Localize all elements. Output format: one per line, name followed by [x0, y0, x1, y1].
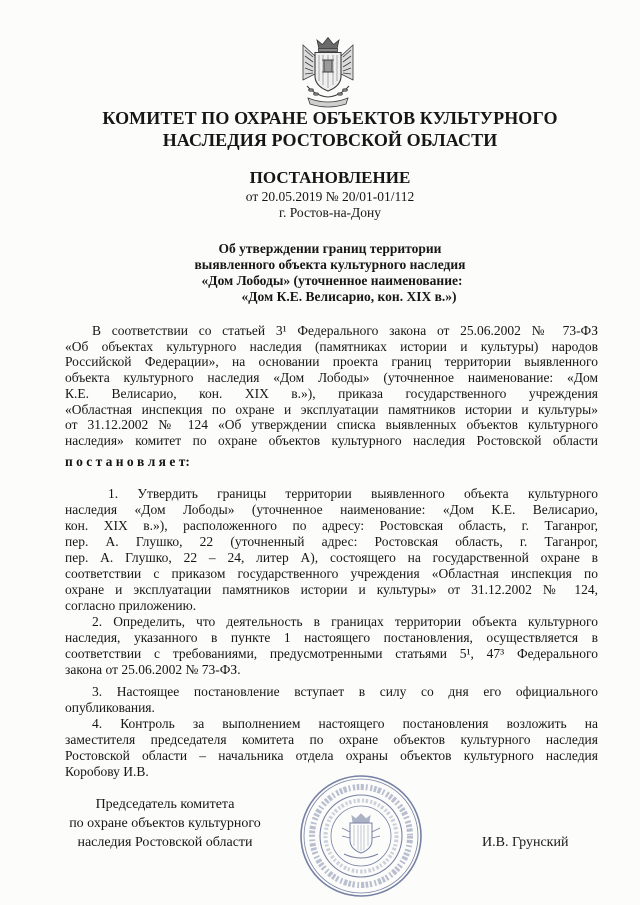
- item-3-line: 3. Настоящее постановление вступает в силу со дня его официального: [92, 684, 598, 699]
- item-2-line: наследия, указанного в пункте 1 настоящего постановления, осуществляется в: [65, 630, 598, 645]
- document-city: г. Ростов-на-Дону: [278, 205, 381, 220]
- item-2-line: закона от 25.06.2002 № 73-ФЗ.: [65, 662, 241, 677]
- preamble-paragraph: [65, 323, 598, 449]
- subject-line: Об утверждении границ территории: [218, 241, 442, 256]
- preamble-line: «Областная инспекция по охране и эксплуатации памятников истории и культуры»: [65, 401, 598, 417]
- signatory-position: [40, 795, 290, 852]
- signatory-position-line: Председатель комитета: [95, 797, 235, 812]
- item-1-line: 1. Утвердить границы территории выявленного объекта культурного: [108, 486, 598, 501]
- item-4-line: Ростовской области – начальника отдела охраны объектов культурного наследия: [65, 748, 598, 763]
- item-1-line: согласно приложению.: [65, 598, 197, 613]
- item-2-line: соответствии с требованиями, предусмотренными статьями 5¹, 47³ Федерального: [65, 646, 598, 661]
- item-2-line: 2. Определить, что деятельность в границах территории объекта культурного: [92, 614, 598, 629]
- subject-line: «Дом К.Е. Велисарио, кон. XIX в.»): [241, 289, 457, 304]
- item-1-line: пер. А. Глушко, 22 – 24, литер А), состоящего на государственной охране в: [65, 550, 598, 565]
- item-4-line: заместителя председателя комитета по охране объектов культурного наследия: [65, 732, 598, 747]
- document-type: ПОСТАНОВЛЕНИЕ: [249, 168, 411, 187]
- subject-line: выявленного объекта культурного наследия: [194, 257, 466, 272]
- resolution-item-2: [65, 614, 598, 678]
- preamble-line: наследия» комитет по охране объектов культурного наследия Ростовской области: [65, 432, 598, 448]
- signatory-position-line: по охране объектов культурного: [69, 816, 261, 831]
- organization-name-line: КОМИТЕТ ПО ОХРАНЕ ОБЪЕКТОВ КУЛЬТУРНОГО: [102, 108, 558, 128]
- item-1-line: охране и эксплуатации памятников истории и культуры» от 31.12.2002 № 124,: [65, 582, 598, 597]
- coat-of-arms-icon: [298, 36, 358, 110]
- signatory-name: И.В. Грунский: [482, 835, 569, 850]
- organization-name-line: НАСЛЕДИЯ РОСТОВСКОЙ ОБЛАСТИ: [162, 130, 498, 150]
- resolves-word: п о с т а н о в л я е т:: [65, 454, 190, 469]
- document-date-number: от 20.05.2019 № 20/01-01/112: [245, 189, 415, 204]
- preamble-line: К.Е. Велисарио, кон. XIX в.»), приказа государственного учреждения: [65, 385, 598, 401]
- document-subject: [20, 241, 640, 305]
- organization-name: [20, 107, 640, 151]
- item-1-line: кон. XIX в.»), расположенного по адресу: Ростовская область, г. Таганрог,: [65, 518, 598, 533]
- preamble-line: объекта культурного наследия «Дом Лободы» (уточненное наименование: «Дом: [65, 370, 598, 386]
- subject-line: «Дом Лободы» (уточненное наименование:: [201, 273, 463, 288]
- signatory-position-line: наследия Ростовской области: [77, 835, 253, 850]
- item-1-line: наследия «Дом Лободы» (уточненное наименование: «Дом К.Е. Велисарио,: [65, 502, 598, 517]
- item-1-line: пер. А. Глушко, 22 (уточненный адрес: Ростовская область, г. Таганрог,: [65, 534, 598, 549]
- resolution-item-4: [65, 716, 598, 780]
- preamble-line: от 31.12.2002 № 124 «Об утверждении списка выявленных объектов культурного: [65, 417, 598, 433]
- resolution-item-1: [65, 486, 598, 614]
- item-4-line: 4. Контроль за выполнением настоящего постановления возложить на: [92, 716, 598, 731]
- resolution-item-3: [65, 684, 598, 715]
- preamble-line: В соответствии со статьей 3¹ Федерального закона от 25.06.2002 № 73-ФЗ: [92, 323, 598, 338]
- preamble-line: «Об объектах культурного наследия (памятниках истории и культуры) народов: [65, 338, 598, 354]
- item-3-line: опубликования.: [65, 699, 155, 715]
- official-seal-icon: [296, 772, 426, 900]
- preamble-line: Российской Федерации», на основании проекта границ территории выявленного: [65, 354, 598, 370]
- item-1-line: соответствии с приказом государственного учреждения «Областная инспекция по: [65, 566, 598, 581]
- item-4-line: Коробову И.В.: [65, 764, 149, 779]
